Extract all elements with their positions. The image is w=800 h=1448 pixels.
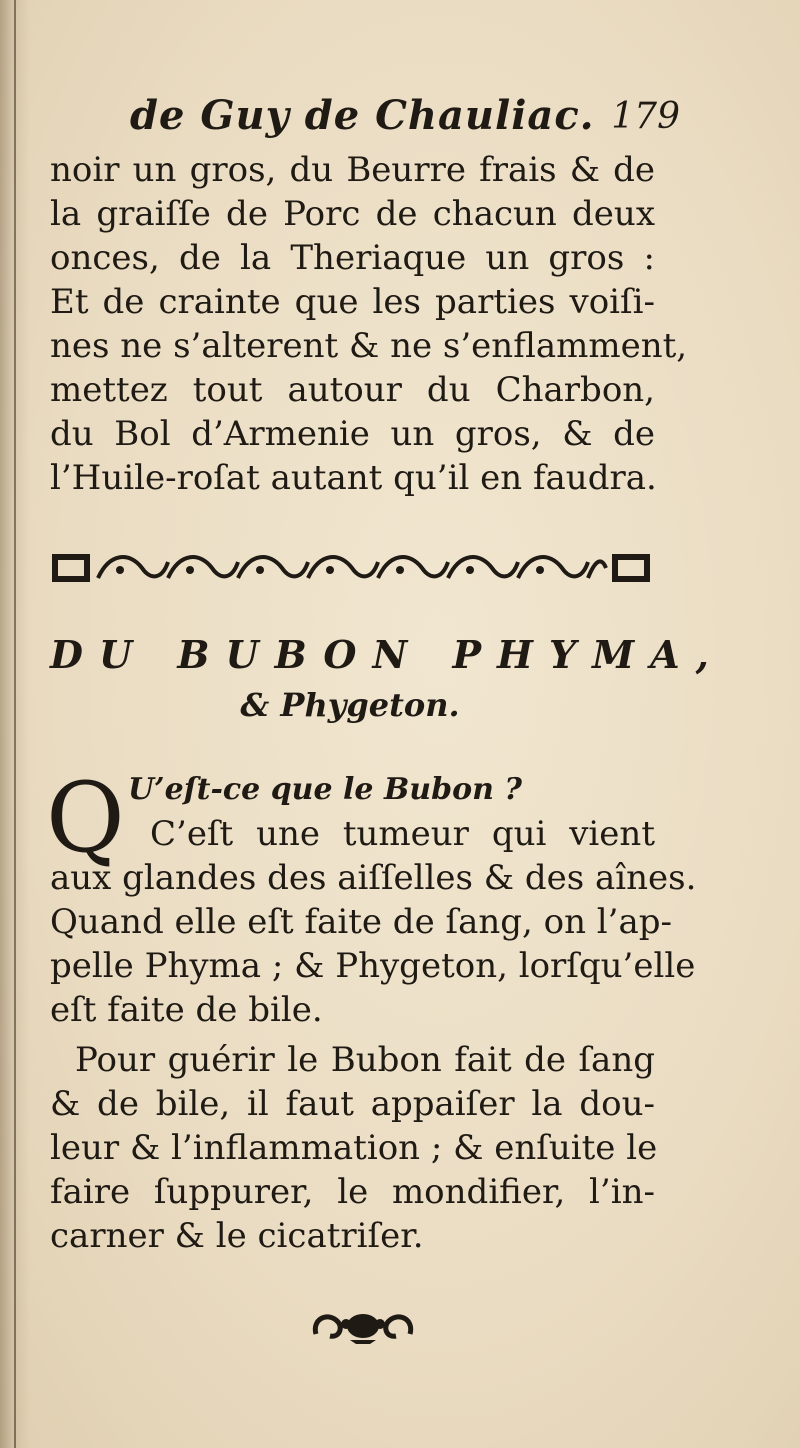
ornamental-headband — [50, 548, 652, 588]
page-gutter — [14, 0, 16, 1448]
question-heading: U’eſt-ce que le Bubon ? — [128, 772, 522, 807]
text-line: Et de crainte que les parties voiſi- — [50, 282, 655, 322]
running-title: de Guy de Chauliac. — [130, 92, 595, 139]
text-line: & de bile, il faut appaiſer la dou- — [50, 1084, 655, 1124]
treatment-paragraph — [50, 1038, 658, 1258]
text-line: du Bol d’Armenie un gros, & de — [50, 414, 655, 454]
page-header — [130, 92, 680, 152]
section-title: DU BUBON PHYMA, — [50, 632, 725, 677]
section-subtitle: & Phygeton. — [240, 686, 460, 724]
text-line: faire ſuppurer, le mondifier, l’in- — [50, 1172, 655, 1212]
text-line: C’eſt une tumeur qui vient — [150, 814, 655, 854]
text-line: nes ne s’alterent & ne s’enflamment, — [50, 326, 688, 366]
text-line: leur & l’inflammation ; & enſuite le — [50, 1128, 658, 1168]
drop-capital: Q — [46, 762, 125, 874]
paragraph-continued — [50, 148, 688, 500]
text-line: la graiſſe de Porc de chacun deux — [50, 194, 655, 234]
text-line: l’Huile-roſat autant qu’il en faudra. — [50, 458, 657, 498]
text-line: carner & le cicatriſer. — [50, 1216, 424, 1256]
text-line: Quand elle eſt faite de ſang, on l’ap- — [50, 902, 673, 942]
page-number: 179 — [611, 96, 680, 137]
text-line: onces, de la Theriaque un gros : — [50, 238, 655, 278]
answer-paragraph — [50, 812, 697, 1032]
text-line: aux glandes des aiſſelles & des aînes. — [50, 858, 697, 898]
text-line: mettez tout autour du Charbon, — [50, 370, 655, 410]
text-line: pelle Phyma ; & Phygeton, lorſqu’elle — [50, 946, 696, 986]
text-line: eſt faite de bile. — [50, 990, 323, 1030]
text-line: Pour guérir le Bubon fait de ſang — [75, 1040, 655, 1080]
tailpiece-ornament — [310, 1306, 416, 1346]
text-line: noir un gros, du Beurre frais & de — [50, 150, 655, 190]
